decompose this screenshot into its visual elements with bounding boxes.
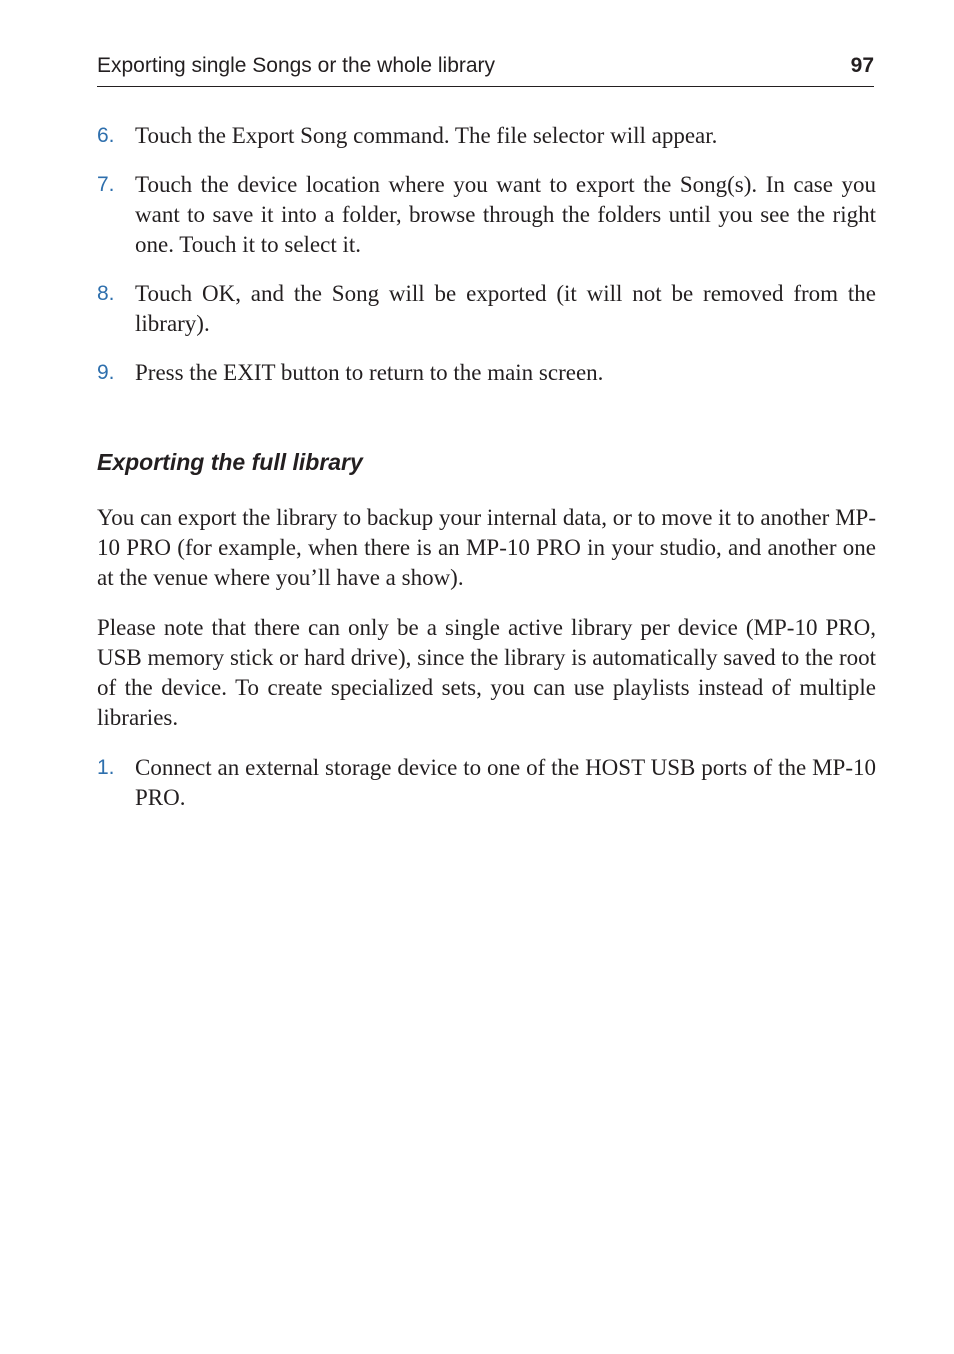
page-content: [97, 121, 876, 832]
section-heading: Exporting the full library: [97, 449, 363, 475]
step-text: Press the EXIT button to return to the main screen.: [135, 360, 604, 385]
step-8: [97, 279, 876, 339]
step-text: Touch the device location where you want to export the Song(s). In case you want to save it into a folder, browse through the folders until you see the right one. Touch it to select it.: [135, 172, 876, 257]
running-head-title: Exporting single Songs or the whole library: [97, 54, 496, 77]
step-text: Touch OK, and the Song will be exported (it will not be removed from the library).: [135, 281, 876, 336]
step-number: 9.: [97, 361, 115, 384]
step-text: Connect an external storage device to one of the HOST USB ports of the MP-10 PRO.: [135, 755, 876, 810]
step-7: [97, 170, 876, 260]
step-9: [97, 358, 876, 388]
step-number: 7.: [97, 173, 115, 196]
paragraph: Please note that there can only be a single active library per device (MP-10 PRO, USB memory stick or hard drive), since the library is automatically saved to the root of the device. To create specialized sets, you can use playlists instead of multiple libraries.: [97, 615, 876, 730]
step-number: 1.: [97, 756, 115, 779]
step-number: 6.: [97, 124, 115, 147]
step-text: Touch the Export Song command. The file selector will appear.: [135, 123, 718, 148]
paragraph: You can export the library to backup your internal data, or to move it to another MP-10 PRO (for example, when there is an MP-10 PRO in your studio, and another one at the venue where you’ll have a show).: [97, 505, 876, 590]
page-number: 97: [850, 54, 874, 77]
step-number: 8.: [97, 282, 115, 305]
step-1: [97, 753, 876, 813]
step-6: [97, 121, 876, 151]
page-header: [97, 52, 874, 87]
